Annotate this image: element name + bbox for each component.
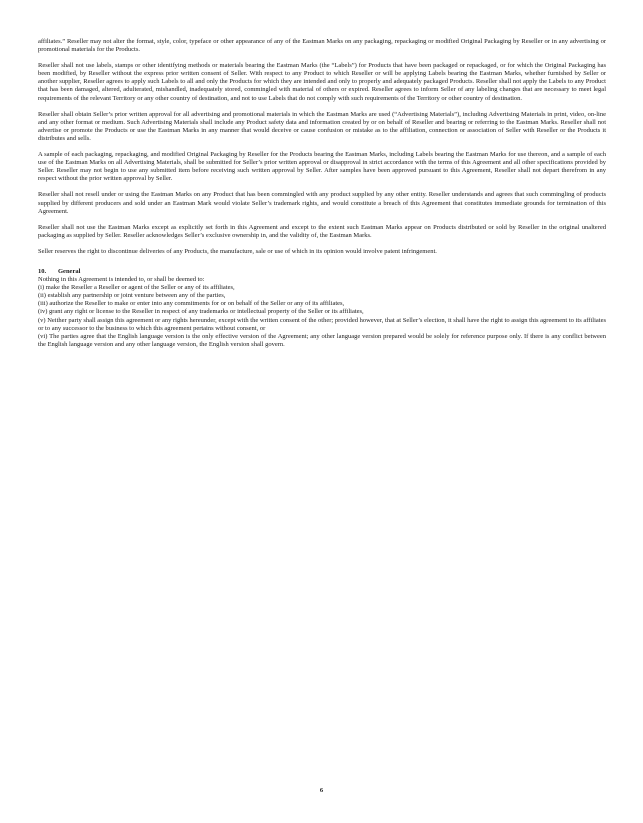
section-heading bbox=[38, 268, 606, 276]
paragraph-marks-appearance: affiliates.” Reseller may not alter the format, style, color, typeface or other appearance of any of the Eastman Marks on any packaging, repackaging or modified Original Packaging by Reseller or in any advertising or promotional materials for the Products. bbox=[38, 38, 606, 54]
paragraph-use-of-marks: Reseller shall not use the Eastman Marks except as explicitly set forth in this Agreement and except to the extent such Eastman Marks appear on Products distributed or sold by Reseller in the original unaltered packaging as supplied by Seller. Reseller acknowledges Seller’s exclusive ownership in, and the validity of, the Eastman Marks. bbox=[38, 223, 606, 239]
section-list bbox=[38, 284, 606, 349]
paragraph-labels: Reseller shall not use labels, stamps or other identifying methods or materials bearing the Eastman Marks (the “Labels”) for Products that have been packaged or repackaged, or for which the Original Packaging has been modified, by Reseller without the express prior written consent of Seller. With respect to any Product to which Reseller or will be applying Labels bearing the Eastman Marks, whether furnished by Seller or another supplier, Reseller agrees to apply such Labels to all and only the Products for which they are intended and only to properly and adequately packaged Products. Reseller shall not apply the Labels to any Product that has been damaged, altered, adulterated, mishandled, inadequately stored, commingled with material of others or expired. Reseller agrees to inform Seller of any labeling changes that are necessary to meet legal requirements of the relevant Territory or any other country of destination, and not to use Labels that do not comply with such requirements of the Territory or other country of destination. bbox=[38, 62, 606, 102]
list-item: (v) Neither party shall assign this agreement or any rights hereunder, except with the written consent of the other; provided however, that at Seller’s election, it shall have the right to assign this agreement to its affiliates or to any successor to the business to which this agreement pertains without consent, or bbox=[38, 316, 606, 332]
list-item: (i) make the Reseller a Reseller or agent of the Seller or any of its affiliates, bbox=[38, 284, 235, 292]
paragraph-samples-approval: A sample of each packaging, repackaging, and modified Original Packaging by Reseller for the Products bearing the Eastman Marks, including Labels bearing the Eastman Marks for use thereon, and a sample of each use of the Eastman Marks on all Advertising Materials, shall be submitted for Seller’s prior written approval or disapproval in strict accordance with the terms of this Agreement and all other specifications provided by Seller. Reseller may not begin to use any submitted item before receiving such written approval by Seller. After samples have been approved pursuant to this Agreement, Reseller shall not depart therefrom in any respect without the prior written approval by Seller. bbox=[38, 151, 606, 183]
section-title: General bbox=[58, 267, 81, 275]
paragraph-advertising-materials: Reseller shall obtain Seller’s prior written approval for all advertising and promotional materials in which the Eastman Marks are used (“Advertising Materials”), including Advertising Materials in print, video, on-line and any other format or medium. Such Advertising Materials shall include any Product safety data and information created by or on behalf of Reseller and bearing or referring to the Eastman Marks. Reseller shall not advertise or promote the Products or use the Eastman Marks in any manner that would deceive or cause confusion or mistake as to the affiliation, connection or association of Seller with Reseller or the Products it distributes and sells. bbox=[38, 110, 606, 142]
list-item: (iii) authorize the Reseller to make or enter into any commitments for or on behalf of the Seller or any of its affiliates, bbox=[38, 300, 345, 308]
page-number: 6 bbox=[319, 787, 324, 794]
paragraph-patent-infringement: Seller reserves the right to discontinue deliveries of any Products, the manufacture, sale or use of which in its opinion would involve patent infringement. bbox=[38, 247, 437, 255]
section-intro: Nothing in this Agreement is intended to, or shall be deemed to: bbox=[38, 276, 205, 284]
list-item: (iv) grant any right or license to the Reseller in respect of any trademarks or intellectual property of the Seller or its affiliates, bbox=[38, 308, 364, 316]
list-item: (ii) establish any partnership or joint venture between any of the parties, bbox=[38, 292, 226, 300]
paragraph-commingling: Reseller shall not resell under or using the Eastman Marks on any Product that has been commingled with any product supplied by any other entity. Reseller understands and agrees that such commingling of products supplied by different producers and sold under an Eastman Mark would violate Seller’s trademark rights, and would constitute a breach of this Agreement that constitutes immediate grounds for termination of this Agreement. bbox=[38, 191, 606, 215]
list-item: (vi) The parties agree that the English language version is the only effective version of the Agreement; any other language version prepared would be solely for reference purpose only. If there is any conflict between the English language version and any other language version, the English version shall govern. bbox=[38, 332, 606, 348]
document-body bbox=[38, 38, 606, 349]
section-number: 10. bbox=[38, 267, 47, 275]
